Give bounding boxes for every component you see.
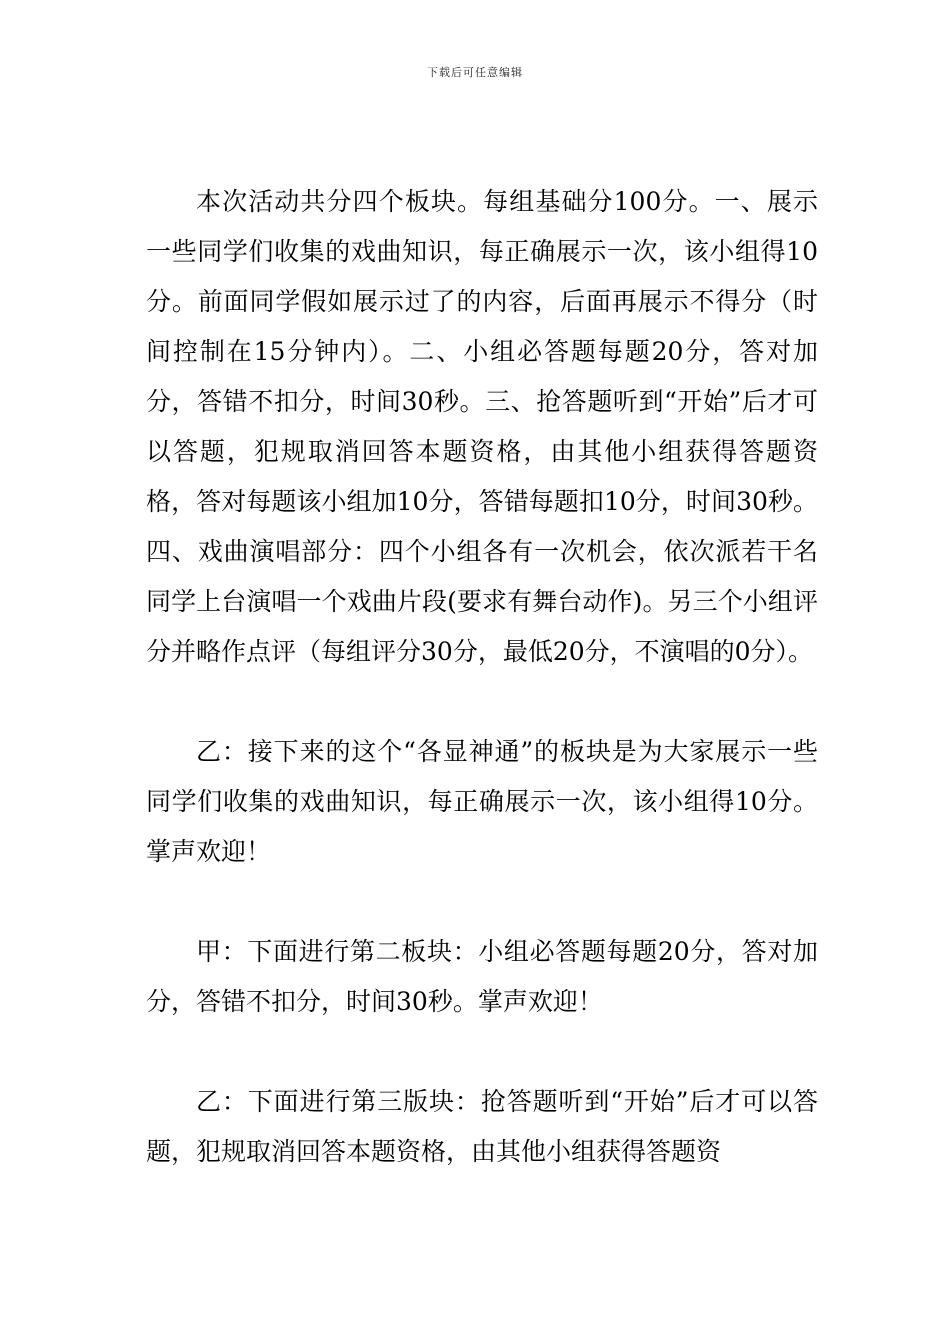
paragraph-speaker-b-2: 乙：下面进行第三版块：抢答题听到“开始”后才可以答题，犯规取消回答本题资格，由其他小组获得答题资 — [146, 1087, 818, 1166]
paragraph-speaker-b-1: 乙：接下来的这个“各显神通”的板块是为大家展示一些同学们收集的戏曲知识，每正确展示一次，该小组得10分。掌声欢迎！ — [146, 737, 818, 866]
document-body — [146, 177, 818, 1177]
page-header: 下载后可任意编辑 — [427, 66, 523, 79]
paragraph-rules: 本次活动共分四个板块。每组基础分100分。一、展示一些同学们收集的戏曲知识，每正确展示一次，该小组得10分。前面同学假如展示过了的内容，后面再展示不得分（时间控制在15分钟内）。二、小组必答题每题20分，答对加分，答错不扣分，时间30秒。三、抢答题听到“开始”后才可以答题，犯规取消回答本题资格，由其他小组获得答题资格，答对每题该小组加10分，答错每题扣10分，时间30秒。四、戏曲演唱部分：四个小组各有一次机会，依次派若干名同学上台演唱一个戏曲片段(要求有舞台动作)。另三个小组评分并略作点评（每组评分30分，最低20分，不演唱的0分）。 — [146, 187, 818, 666]
paragraph-speaker-a: 甲：下面进行第二板块：小组必答题每题20分，答对加分，答错不扣分，时间30秒。掌声欢迎！ — [146, 937, 818, 1016]
